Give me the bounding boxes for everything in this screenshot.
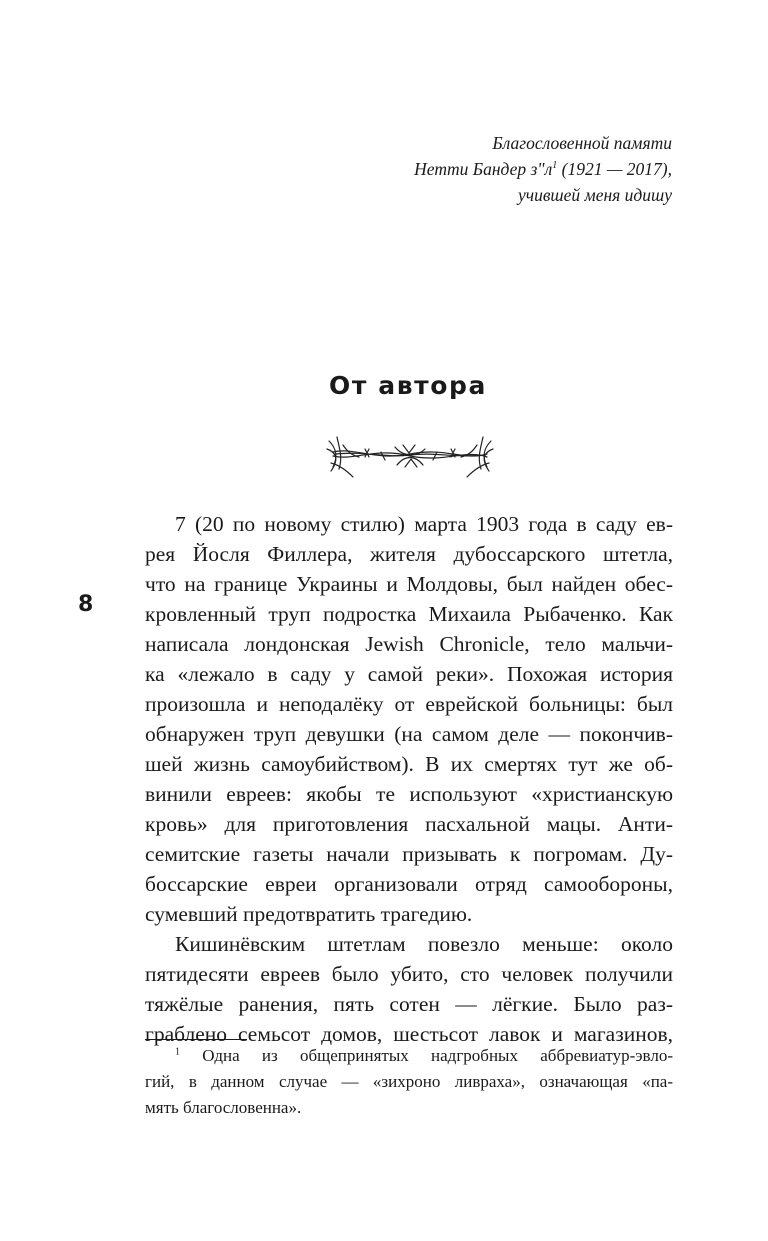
text-line: Кишинёвским штетлам повезло меньше: около xyxy=(175,932,673,956)
text-line: написала лондонская Jewish Chronicle, тело мальчи- xyxy=(145,632,673,656)
footnote-line: мять благословенна». xyxy=(145,1098,302,1117)
text-line: произошла и неподалёку от еврейской больницы: был xyxy=(145,692,673,716)
dedication-line xyxy=(252,156,672,182)
footnote-reference[interactable]: 1 xyxy=(552,160,558,172)
footnote-line xyxy=(145,1043,673,1069)
text-line: 7 (20 по новому стилю) марта 1903 года в саду ев- xyxy=(175,512,673,536)
page-title: От автора xyxy=(329,371,487,400)
text-line: кровленный труп подростка Михаила Рыбаченко. Как xyxy=(145,602,673,626)
text-line: шей жизнь самоубийством). В их смертях тут же об- xyxy=(145,752,673,776)
text-line: кровь» для приготовления пасхальной мацы. Анти- xyxy=(145,812,673,836)
page-number: 8 xyxy=(78,592,94,617)
dedication-name: Нетти Бандер з"л xyxy=(414,159,553,179)
text-line: рея Йосля Филлера, жителя дубоссарского штетла, xyxy=(145,542,673,566)
footnote xyxy=(145,1043,673,1121)
dedication-line: учившей меня идишу xyxy=(517,185,672,205)
text-line: пятидесяти евреев было убито, сто человек получили xyxy=(145,962,673,986)
text-line: сумевший предотвратить трагедию. xyxy=(145,902,473,926)
text-line: винили евреев: якобы те используют «христианскую xyxy=(145,782,673,806)
text-line: боссарские евреи организовали отряд самообороны, xyxy=(145,872,673,896)
footnote-text: Одна из общепринятых надгробных аббревиатур-эвло- xyxy=(180,1046,673,1065)
dedication-years: (1921 — 2017), xyxy=(557,159,672,179)
dedication xyxy=(252,130,672,208)
text-line: тяжёлые ранения, пять сотен — лёгкие. Было раз- xyxy=(145,992,673,1016)
text-line: ка «лежало в саду у самой реки». Похожая история xyxy=(145,662,673,686)
dedication-line: Благословенной памяти xyxy=(492,133,672,153)
text-line: обнаружен труп девушки (на самом деле — покончив- xyxy=(145,722,673,746)
footnote-line: гий, в данном случае — «зихроно ливраха», означающая «па- xyxy=(145,1072,673,1091)
text-line: семитские газеты начали призывать к погромам. Ду- xyxy=(145,842,673,866)
text-line: граблено семьсот домов, шестьсот лавок и магазинов, xyxy=(145,1022,673,1046)
body-text xyxy=(145,509,673,1049)
footnote-divider xyxy=(145,1039,247,1040)
barbed-wire-ornament-icon xyxy=(325,427,495,485)
footnote-marker: 1 xyxy=(175,1046,180,1058)
text-line: что на границе Украины и Молдовы, был найден обес- xyxy=(145,572,673,596)
